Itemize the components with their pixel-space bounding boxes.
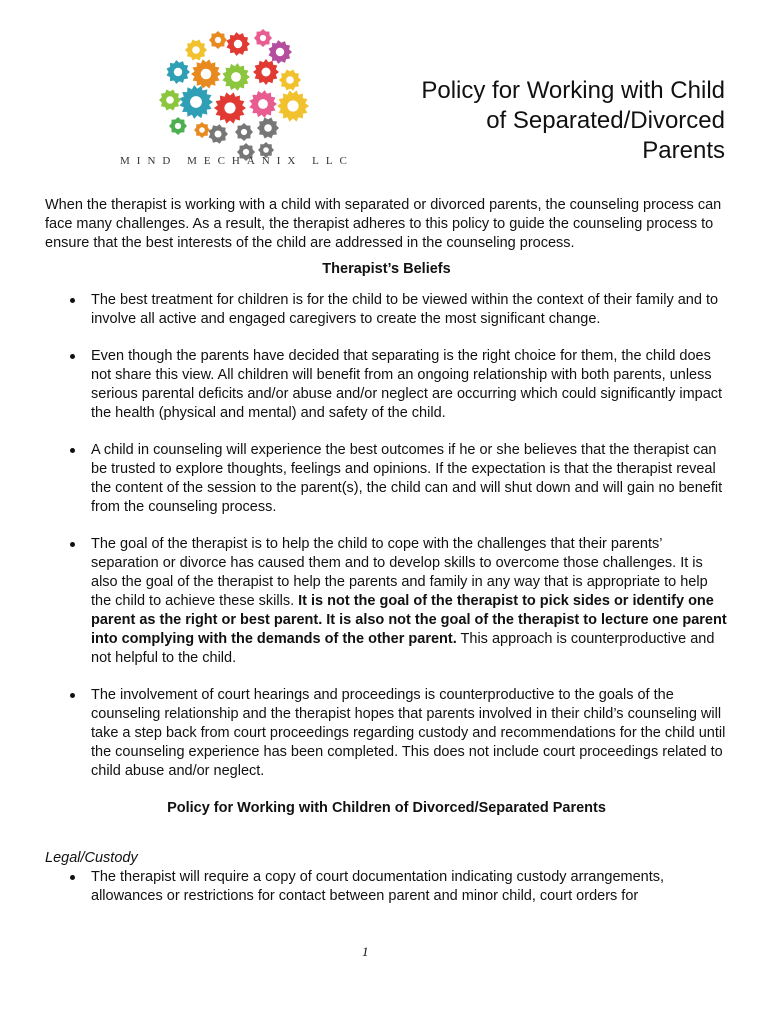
gear-icon (167, 60, 191, 84)
belief-text-4-bold: It is not the goal of the therapist to pick sides or identify one parent as the right or best parent. It is also not the goal of the therapist to lecture one parent into complying with the demands of the other parent. (91, 593, 727, 647)
legal-item-text: The therapist will require a copy of court documentation indicating custody arrangements, allowances or restrictions for contact between parent and minor child, court orders for (91, 869, 665, 904)
intro-paragraph: When the therapist is working with a child with separated or divorced parents, the counseling process can face many challenges. As a result, the therapist adheres to this policy to guide the counseling process to ensure that the best interests of the child are addressed in the counseling process. (45, 197, 722, 251)
gear-icon (235, 123, 253, 141)
belief-item (45, 441, 728, 517)
gear-icon (254, 29, 272, 47)
gear-icon (194, 122, 210, 138)
legal-custody-label: Legal/Custody (45, 850, 138, 866)
belief-text-4b: This approach is counterproductive and not helpful to the child. (91, 631, 715, 666)
gear-icon (179, 85, 213, 119)
bullet-icon (70, 542, 75, 547)
belief-item (45, 291, 728, 329)
belief-text-1: The best treatment for children is for the child to be viewed within the context of their family and to involve all active and engaged caregivers to create the most significant change. (91, 292, 719, 327)
legal-list (45, 868, 728, 906)
gear-icon (209, 31, 227, 49)
gear-icon (185, 40, 207, 61)
gear-icon (159, 90, 181, 111)
title-line-2: of Separated/Divorced (486, 107, 725, 134)
belief-text-2: Even though the parents have decided that separating is the right choice for them, the child does not share this view. All children will benefit from an ongoing relationship with both parents, unless serious parental deficits and/or abuse and/or neglect are occurring which could significantly impact the health (physical and mental) and safety of the child. (91, 348, 723, 421)
gear-icon (279, 70, 301, 91)
belief-text-3: A child in counseling will experience the best outcomes if he or she believes that the therapist can be trusted to explore thoughts, feelings and opinions. If the expectation is that the therapist reveal the content of the session to the parent(s), the child can and will shut down and will gain no benefit from the counseling process. (91, 442, 723, 515)
gears-graphic (118, 22, 348, 172)
policy-heading: Policy for Working with Children of Divorced/Separated Parents (167, 800, 606, 816)
belief-text-5: The involvement of court hearings and proceedings is counterproductive to the goals of the counseling relationship and the therapist hopes that parents involved in their child’s counseling will take a step back from court proceedings regarding custody and recommendations for the child until the counseling experience has been completed. This does not include court proceedings related to child abuse and/or neglect. (91, 687, 726, 779)
belief-item (45, 347, 728, 423)
belief-item (45, 535, 728, 668)
gear-icon (191, 59, 221, 88)
gear-icon (249, 90, 277, 118)
beliefs-list (45, 291, 728, 781)
document-body (45, 196, 728, 906)
bullet-icon (70, 448, 75, 453)
title-line-1: Policy for Working with Child (421, 77, 725, 104)
gear-icon (222, 63, 250, 91)
gear-icon (277, 90, 309, 121)
bullet-icon (70, 354, 75, 359)
gear-icon (169, 117, 187, 135)
brain-of-gears-logo (118, 22, 348, 172)
beliefs-heading: Therapist’s Beliefs (322, 261, 451, 277)
gear-icon (269, 40, 293, 64)
bullet-icon (70, 693, 75, 698)
logo-company-name: MIND MECHANIX LLC (120, 155, 354, 167)
title-line-3: Parents (642, 137, 725, 164)
gear-icon (227, 32, 251, 56)
page-number: 1 (362, 944, 369, 959)
gear-icon (214, 92, 246, 123)
belief-item (45, 686, 728, 781)
bullet-icon (70, 298, 75, 303)
belief-text-4a: The goal of the therapist is to help the child to cope with the challenges that their parents’ separation or divorce has caused them and to develop skills to overcome those challenges. It is also the goal of the therapist to help the parents and family in any way that is appropriate to help the child to achieve these skills. (91, 536, 708, 609)
document-title (365, 76, 725, 166)
bullet-icon (70, 875, 75, 880)
gear-icon (257, 118, 279, 139)
gear-icon (209, 124, 228, 144)
gear-icon (253, 59, 279, 85)
legal-item (45, 868, 728, 906)
